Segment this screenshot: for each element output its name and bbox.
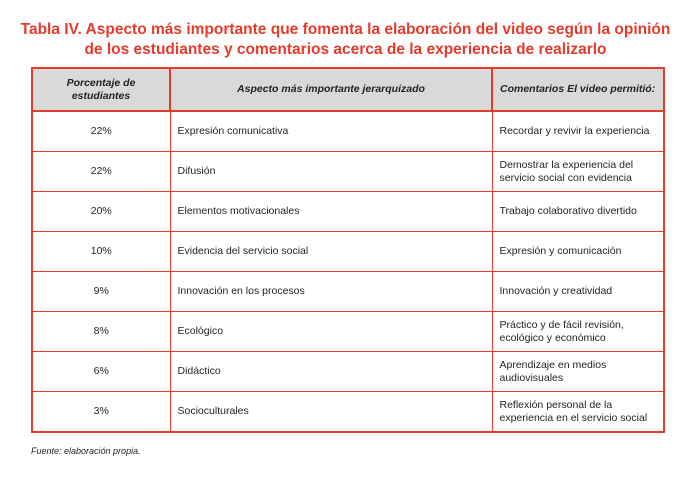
table-row [32, 192, 664, 232]
comment-cell: Práctico y de fácil revisión, ecológico y económico [492, 312, 664, 352]
aspect-cell: Didáctico [170, 352, 492, 392]
source-footnote: Fuente: elaboración propia. [31, 446, 141, 456]
comment-cell: Trabajo colaborativo divertido [492, 192, 664, 232]
aspect-cell: Difusión [170, 152, 492, 192]
column-header-comments: Comentarios El video permitió: [492, 68, 664, 111]
comment-cell: Reflexión personal de la experiencia en el servicio social [492, 392, 664, 433]
aspect-cell: Expresión comunicativa [170, 111, 492, 152]
percent-cell: 22% [32, 152, 170, 192]
column-header-percent: Porcentaje de estudiantes [32, 68, 170, 111]
percent-cell: 3% [32, 392, 170, 433]
column-header-aspect: Aspecto más importante jerarquizado [170, 68, 492, 111]
comment-cell: Innovación y creatividad [492, 272, 664, 312]
comment-cell: Recordar y revivir la experiencia [492, 111, 664, 152]
percent-cell: 10% [32, 232, 170, 272]
data-table [31, 67, 665, 433]
table-row [32, 272, 664, 312]
table-row [32, 111, 664, 152]
aspect-cell: Ecológico [170, 312, 492, 352]
table-row [32, 392, 664, 433]
comment-cell: Aprendizaje en medios audiovisuales [492, 352, 664, 392]
aspect-cell: Evidencia del servicio social [170, 232, 492, 272]
percent-cell: 20% [32, 192, 170, 232]
percent-cell: 22% [32, 111, 170, 152]
comment-cell: Demostrar la experiencia del servicio social con evidencia [492, 152, 664, 192]
table-row [32, 152, 664, 192]
table-row [32, 352, 664, 392]
comment-cell: Expresión y comunicación [492, 232, 664, 272]
aspect-cell: Elementos motivacionales [170, 192, 492, 232]
percent-cell: 9% [32, 272, 170, 312]
table-title: Tabla IV. Aspecto más importante que fomenta la elaboración del video según la opinión de los estudiantes y comentarios acerca de la experiencia de realizarlo [20, 21, 671, 58]
aspect-cell: Innovación en los procesos [170, 272, 492, 312]
table-header-row [32, 68, 664, 111]
table-row [32, 232, 664, 272]
percent-cell: 8% [32, 312, 170, 352]
aspect-cell: Socioculturales [170, 392, 492, 433]
percent-cell: 6% [32, 352, 170, 392]
table-row [32, 312, 664, 352]
